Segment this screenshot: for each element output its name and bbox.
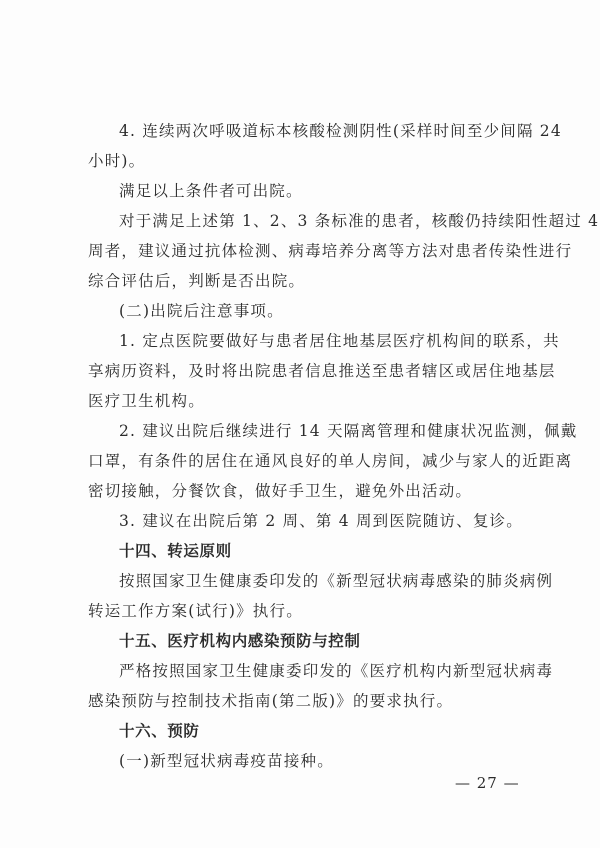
page-number: — 27 — (455, 774, 520, 792)
paragraph-line: 医疗卫生机构。 (88, 392, 205, 410)
section-heading: 十四、转运原则 (119, 542, 232, 560)
paragraph-line: 享病历资料，及时将出院患者信息推送至患者辖区或居住地基层 (88, 362, 556, 380)
paragraph-line: 综合评估后，判断是否出院。 (88, 272, 306, 290)
paragraph-line: (一)新型冠状病毒疫苗接种。 (119, 752, 334, 770)
paragraph-line: 1. 定点医院要做好与患者居住地基层医疗机构间的联系，共 (119, 332, 560, 350)
paragraph-line: 4. 连续两次呼吸道标本核酸检测阴性(采样时间至少间隔 24 (119, 122, 562, 140)
paragraph-line: 密切接触，分餐饮食，做好手卫生，避免外出活动。 (88, 482, 473, 500)
section-heading: 十五、医疗机构内感染预防与控制 (119, 632, 361, 650)
paragraph-line: 周者，建议通过抗体检测、病毒培养分离等方法对患者传染性进行 (88, 242, 573, 260)
paragraph-line: 3. 建议在出院后第 2 周、第 4 周到医院随访、复诊。 (119, 512, 523, 530)
paragraph-line: 2. 建议出院后继续进行 14 天隔离管理和健康状况监测，佩戴 (119, 422, 578, 440)
paragraph-line: 满足以上条件者可出院。 (119, 182, 303, 200)
paragraph-line: 对于满足上述第 1、2、3 条标准的患者，核酸仍持续阳性超过 4 (119, 212, 600, 230)
paragraph-line: 转运工作方案(试行)》执行。 (88, 602, 303, 620)
paragraph-line: 小时)。 (88, 152, 146, 170)
paragraph-line: 感染预防与控制技术指南(第二版)》的要求执行。 (88, 692, 454, 710)
section-heading: 十六、预防 (119, 722, 200, 740)
paragraph-line: (二)出院后注意事项。 (119, 302, 284, 320)
paragraph-line: 口罩，有条件的居住在通风良好的单人房间，减少与家人的近距离 (88, 452, 573, 470)
paragraph-line: 按照国家卫生健康委印发的《新型冠状病毒感染的肺炎病例 (119, 572, 554, 590)
paragraph-line: 严格按照国家卫生健康委印发的《医疗机构内新型冠状病毒 (119, 662, 554, 680)
